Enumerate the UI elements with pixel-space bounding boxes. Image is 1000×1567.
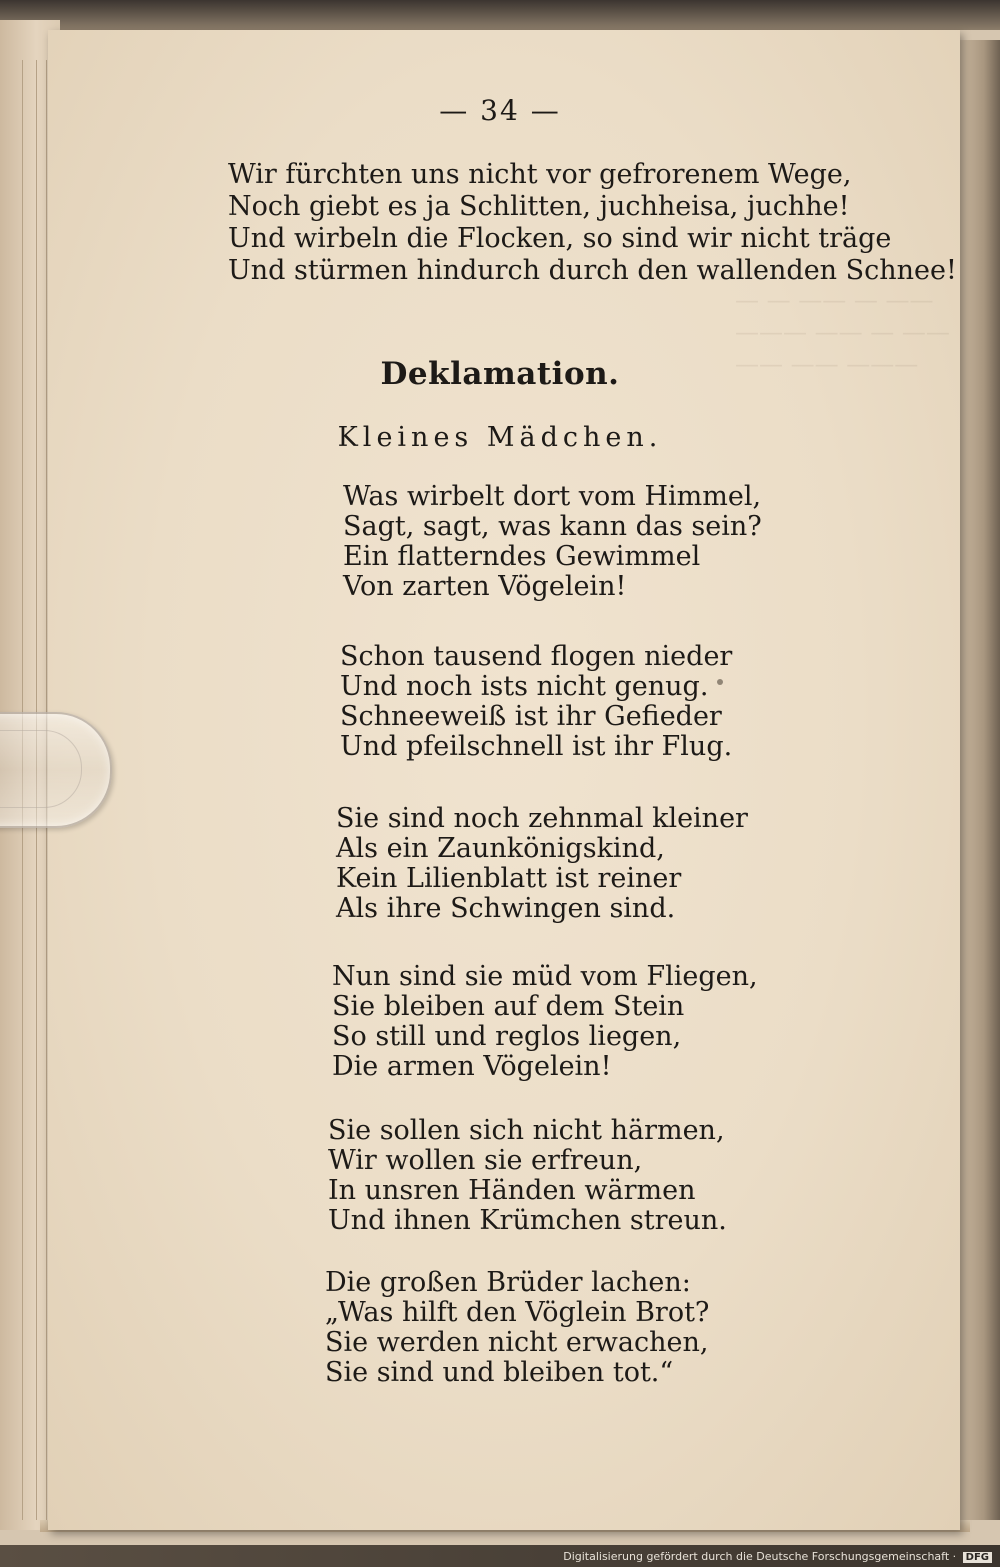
verse-line: Wir wollen sie erfreun, [328,1145,643,1176]
digitization-credit: Digitalisierung gefördert durch die Deutsche Forschungsgemeinschaft · DFG [563,1550,992,1563]
ink-speck [717,679,723,685]
verse-line: Und noch ists nicht genug. [340,671,709,702]
verse-line: Als ihre Schwingen sind. [336,893,676,924]
right-page-edge [960,40,1000,1520]
verse-line: Und stürmen hindurch durch den wallenden Schnee! [228,255,957,286]
bleed-through: — — —— — —— [735,286,934,314]
verse-line: Ein flatterndes Gewimmel [343,541,701,572]
verse-line: „Was hilft den Vöglein Brot? [325,1297,710,1328]
poem-title: Kleines Mädchen. [337,422,663,453]
top-edge [0,0,1000,30]
bleed-through: —— —— ——— [735,350,919,378]
verse-line: Und pfeilschnell ist ihr Flug. [340,731,733,762]
verse-line: Schneeweiß ist ihr Gefieder [340,701,722,732]
verse-line: In unsren Händen wärmen [328,1175,696,1206]
verse-line: Schon tausend flogen nieder [340,641,733,672]
verse-line: Sie sind und bleiben tot.“ [325,1357,674,1388]
verse-line: Sie bleiben auf dem Stein [332,991,685,1022]
verse-line: Kein Lilienblatt ist reiner [336,863,682,894]
dfg-logo: DFG [963,1552,992,1563]
verse-line: Von zarten Vögelein! [343,571,627,602]
verse-line: Und ihnen Krümchen streun. [328,1205,727,1236]
verse-line: Als ein Zaunkönigskind, [336,833,665,864]
verse-line: Sie sind noch zehnmal kleiner [336,803,748,834]
paper-clip-inner [0,730,82,808]
verse-line: So still und reglos liegen, [332,1021,682,1052]
verse-line: Sie werden nicht erwachen, [325,1327,709,1358]
verse-line: Und wirbeln die Flocken, so sind wir nicht träge [228,223,892,254]
bleed-through: ——— —— — —— [735,318,950,346]
section-heading: Deklamation. [380,356,620,392]
verse-line: Sie sollen sich nicht härmen, [328,1115,725,1146]
verse-line: Sagt, sagt, was kann das sein? [343,511,762,542]
verse-line: Die armen Vögelein! [332,1051,612,1082]
page-number: — 34 — [439,94,561,127]
credit-text: Digitalisierung gefördert durch die Deutsche Forschungsgemeinschaft [563,1550,950,1563]
verse-line: Die großen Brüder lachen: [325,1267,691,1298]
verse-line: Noch giebt es ja Schlitten, juchheisa, juchhe! [228,191,850,222]
verse-line: Wir fürchten uns nicht vor gefrorenem Wege, [228,159,852,190]
verse-line: Was wirbelt dort vom Himmel, [343,481,762,512]
verse-line: Nun sind sie müd vom Fliegen, [332,961,758,992]
